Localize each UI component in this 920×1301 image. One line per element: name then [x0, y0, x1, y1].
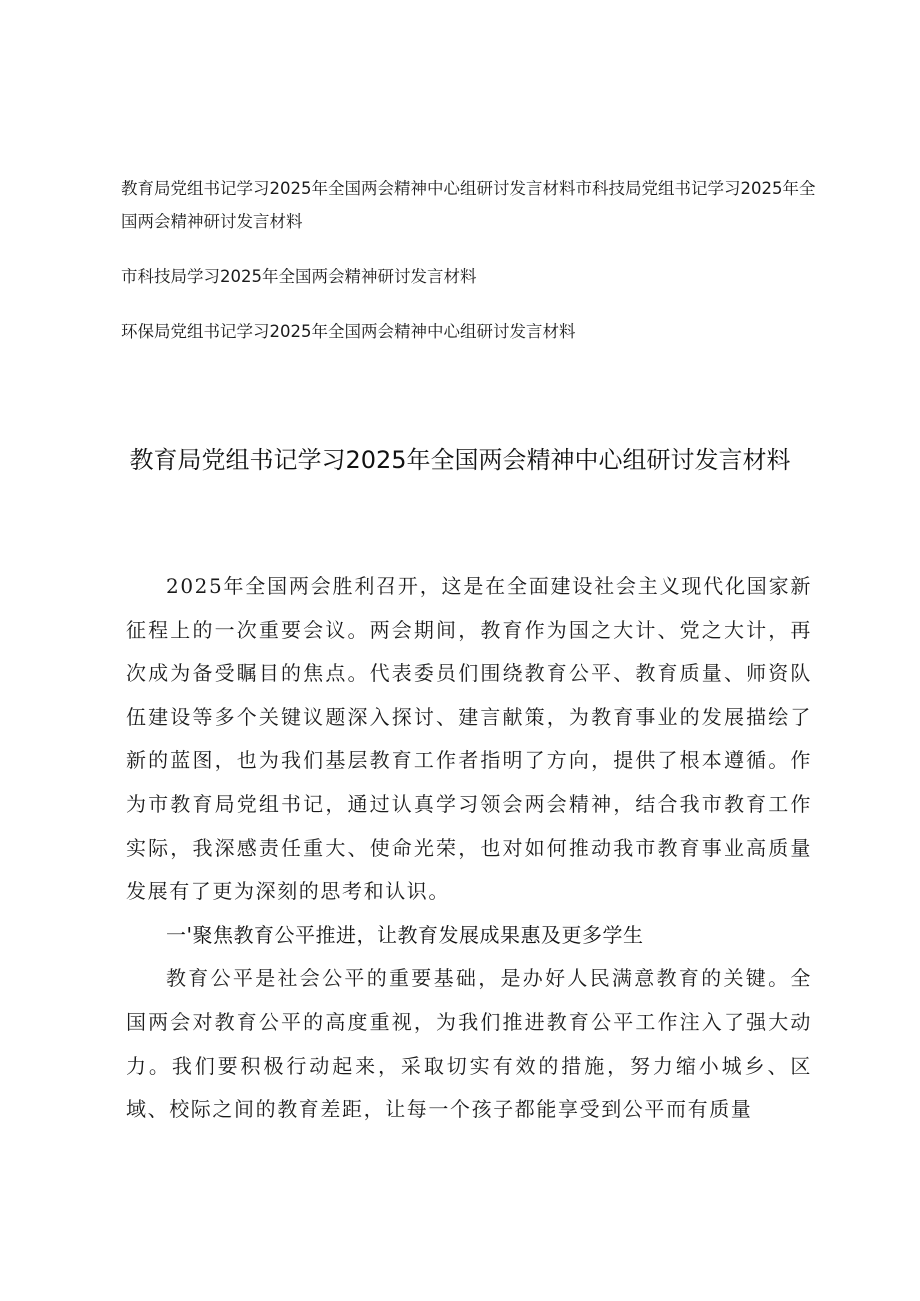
section-paragraph: 教育公平是社会公平的重要基础，是办好人民满意教育的关键。全国两会对教育公平的高度重视，为我们推进教育公平工作注入了强大动力。我们要积极行动起来，采取切实有效的措施，努力缩小城乡、区域、校际之间的教育差距，让每一个孩子都能享受到公平而有质量	[126, 966, 812, 1122]
intro-paragraph: 2025年全国两会胜利召开，这是在全面建设社会主义现代化国家新征程上的一次重要会议。两会期间，教育作为国之大计、党之大计，再次成为备受瞩目的焦点。代表委员们围绕教育公平、教育质量、师资队伍建设等多个关键议题深入探讨、建言献策，为教育事业的发展描绘了新的蓝图，也为我们基层教育工作者指明了方向，提供了根本遵循。作为市教育局党组书记，通过认真学习领会两会精神，结合我市教育工作实际，我深感责任重大、使命光荣，也对如何推动我市教育事业高质量发展有了更为深刻的思考和认识。	[126, 574, 812, 904]
toc-item-1: 教育局党组书记学习2025年全国两会精神中心组研讨发言材料市科技局党组书记学习2025年全国两会精神研讨发言材料	[121, 179, 816, 231]
document-title: 教育局党组书记学习2025年全国两会精神中心组研讨发言材料	[129, 446, 791, 474]
section-heading: 一'聚焦教育公平推进，让教育发展成果惠及更多学生	[166, 922, 644, 947]
toc-item-2: 市科技局学习2025年全国两会精神研讨发言材料	[121, 267, 477, 286]
table-of-contents	[121, 172, 821, 348]
toc-item-3: 环保局党组书记学习2025年全国两会精神中心组研讨发言材料	[121, 322, 576, 341]
document-body	[126, 565, 812, 1132]
